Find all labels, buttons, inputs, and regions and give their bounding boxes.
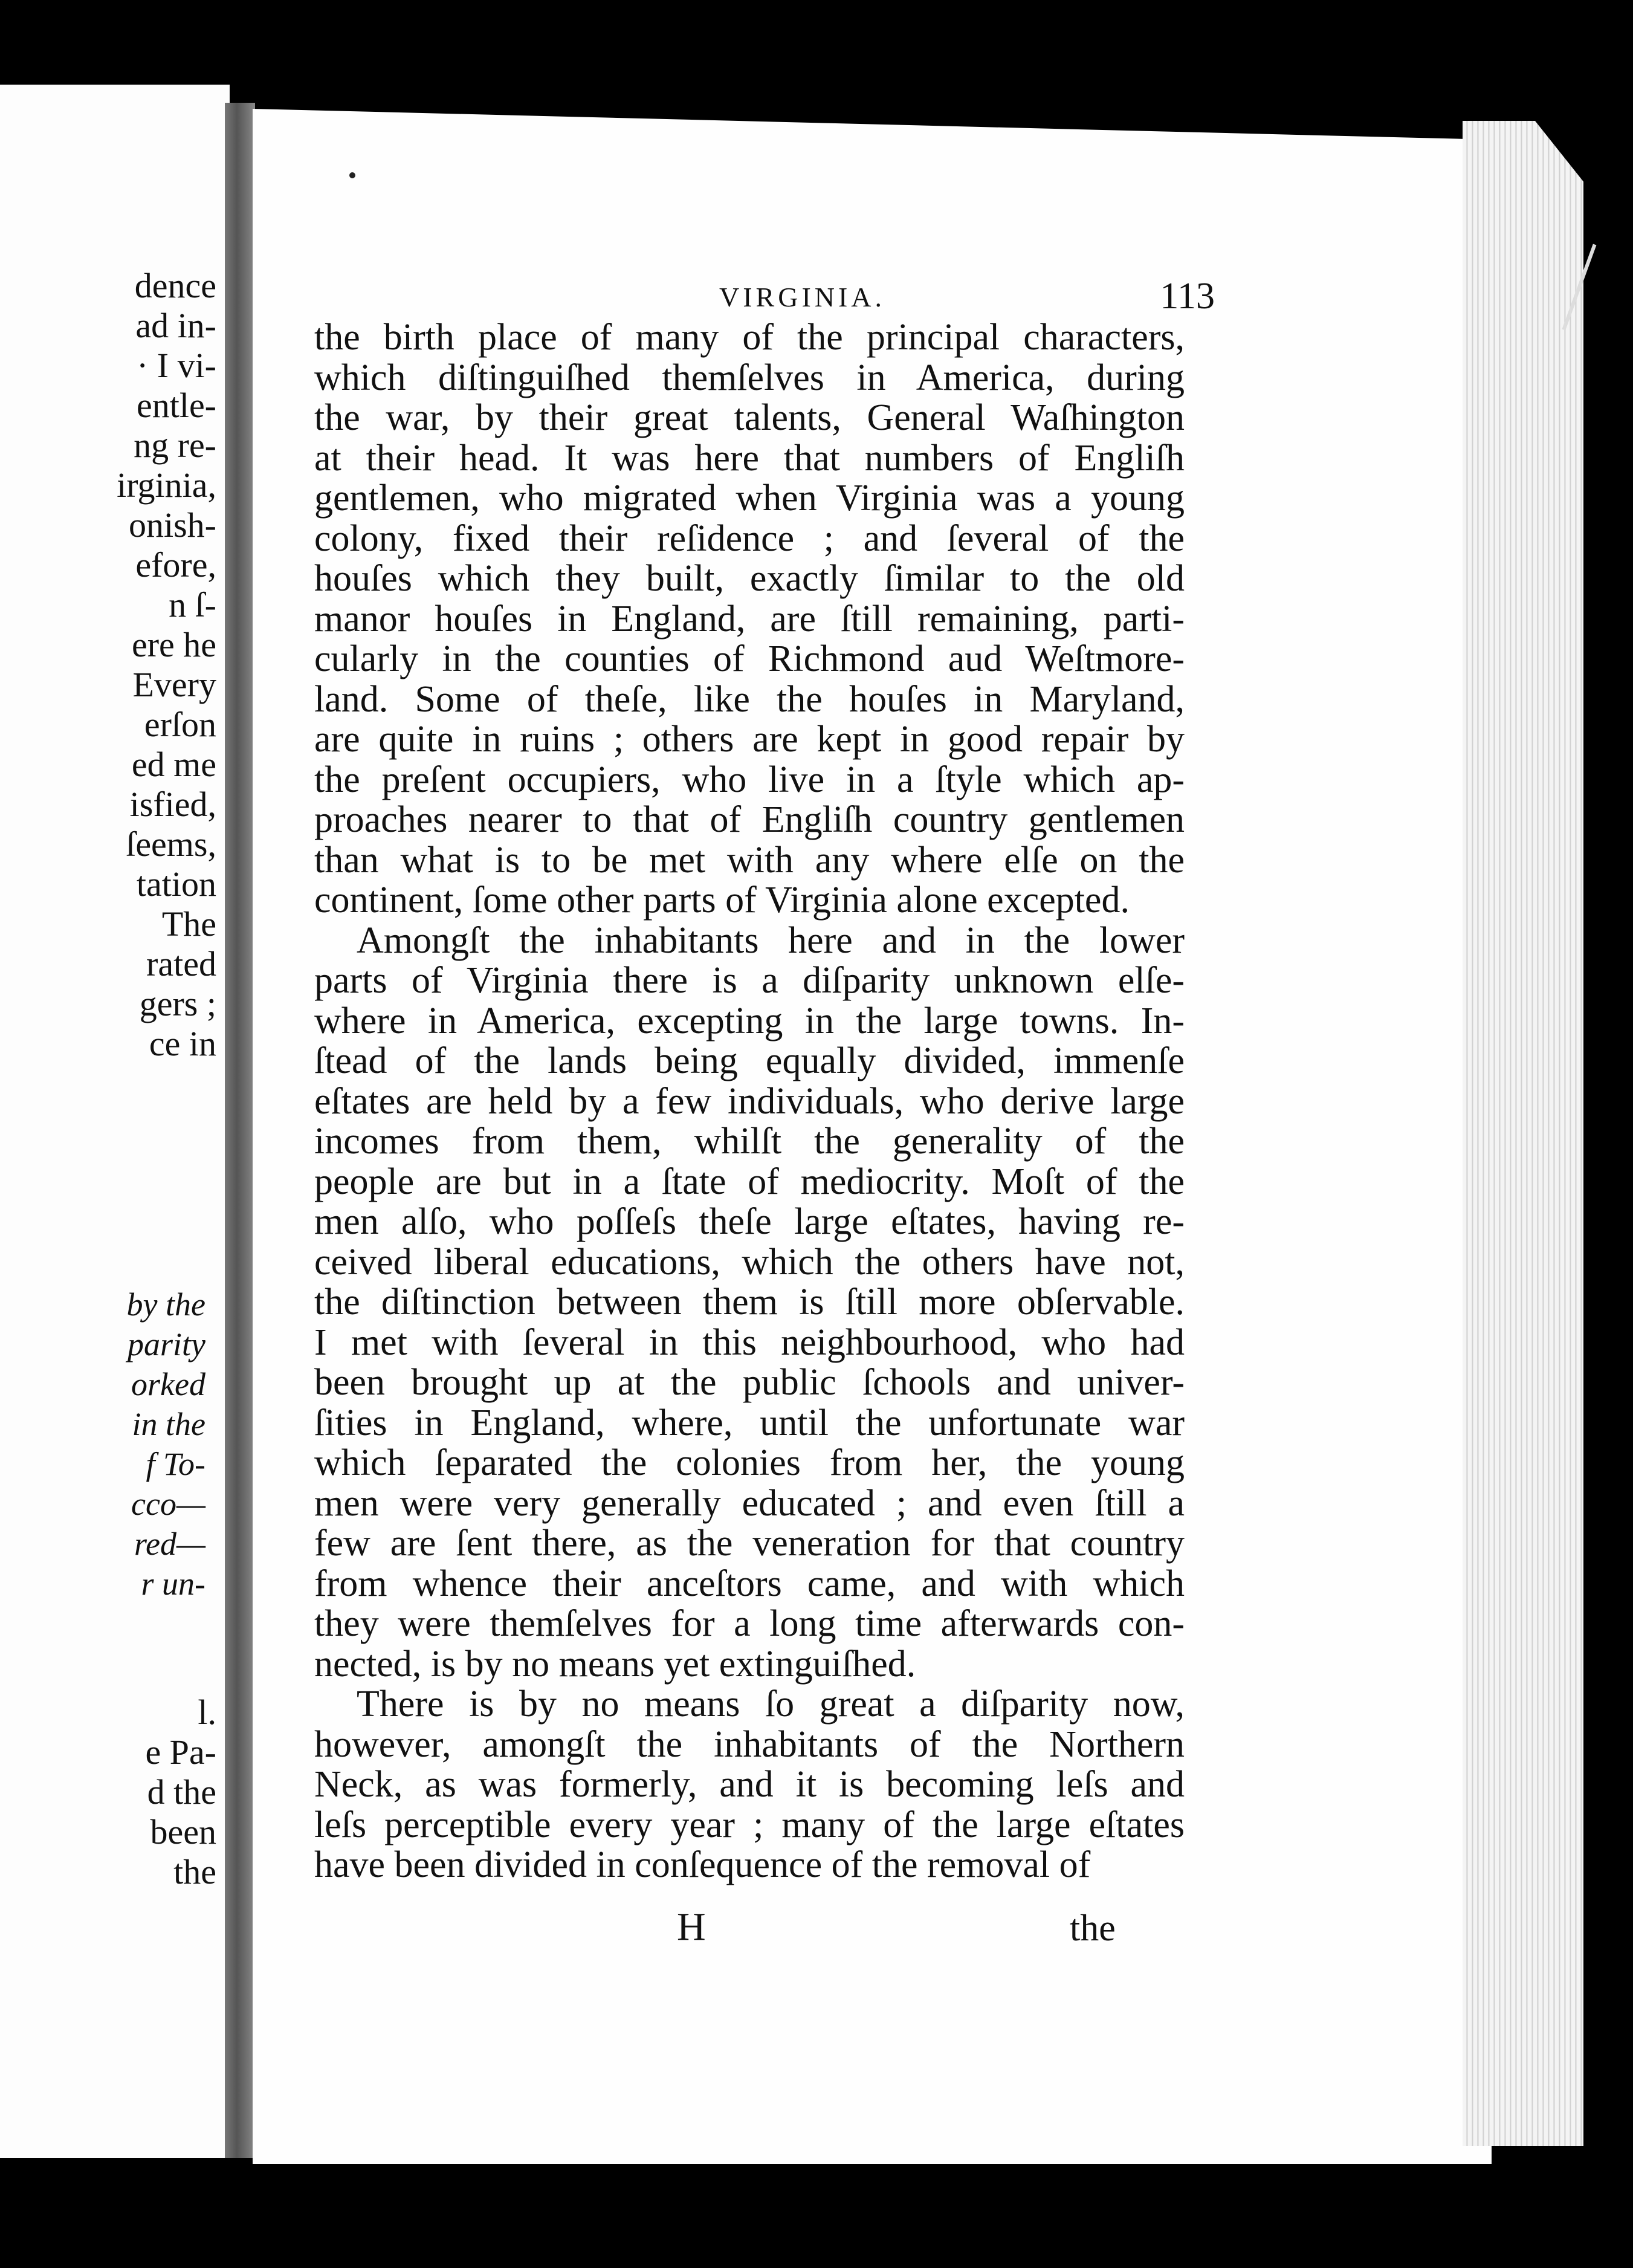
left-line: e Pa- bbox=[145, 1732, 216, 1772]
text-line: where in America, excepting in the large towns. In- bbox=[314, 1000, 1185, 1042]
left-line: been bbox=[150, 1812, 216, 1852]
text-line: Neck, as was formerly, and it is becoming leſs and bbox=[314, 1764, 1185, 1805]
left-line: irginia, bbox=[117, 465, 216, 505]
left-line: efore, bbox=[135, 545, 216, 585]
text-line: leſs perceptible every year ; many of the large eſtates bbox=[314, 1804, 1185, 1845]
text-line: incomes from them, whilſt the generality of the bbox=[314, 1121, 1185, 1162]
left-line: ng re- bbox=[134, 426, 216, 465]
text-line: the war, by their great talents, General Waſhington bbox=[314, 397, 1185, 438]
left-line: tation bbox=[136, 864, 216, 904]
text-line: parts of Virginia there is a diſparity unknown elſe- bbox=[314, 960, 1185, 1001]
left-page-footnote bbox=[127, 1285, 205, 1604]
left-line: entle- bbox=[136, 386, 216, 425]
left-line: ed me bbox=[131, 745, 216, 784]
text-line: they were themſelves for a long time afterwards con- bbox=[314, 1603, 1185, 1644]
text-line: colony, fixed their reſidence ; and ſeveral of the bbox=[314, 517, 1185, 559]
text-line: the diſtinction between them is ſtill more obſervable. bbox=[314, 1281, 1185, 1323]
text-line: which ſeparated the colonies from her, the young bbox=[314, 1442, 1185, 1483]
left-line: n ſ- bbox=[169, 585, 216, 624]
text-line: There is by no means ſo great a diſparity now, bbox=[357, 1683, 1185, 1725]
ink-dot bbox=[349, 172, 355, 178]
left-line: dence bbox=[134, 266, 216, 305]
text-line: proaches nearer to that of Engliſh country gentlemen bbox=[314, 799, 1185, 840]
left-line: The bbox=[161, 904, 216, 944]
page-number: 113 bbox=[1160, 276, 1215, 317]
book-gutter bbox=[225, 103, 255, 2158]
text-line: the birth place of many of the principal characters, bbox=[314, 317, 1185, 358]
left-line: ad in- bbox=[135, 306, 216, 345]
page-edges bbox=[1463, 121, 1583, 2146]
left-line: l. bbox=[198, 1693, 216, 1732]
left-line: ere he bbox=[131, 625, 216, 664]
left-line: ſeems, bbox=[126, 825, 216, 864]
text-line: at their head. It was here that numbers of Engliſh bbox=[314, 437, 1185, 479]
left-line: Every bbox=[132, 665, 216, 704]
left-facing-page bbox=[0, 85, 230, 2158]
left-note-line: red— bbox=[134, 1526, 205, 1562]
text-line: which diſtinguiſhed themſelves in America, during bbox=[314, 357, 1185, 398]
left-line: onish- bbox=[129, 505, 216, 545]
left-note-line: parity bbox=[128, 1326, 205, 1362]
text-line: few are ſent there, as the veneration for that country bbox=[314, 1523, 1185, 1564]
text-line: ſtead of the lands being equally divided, immenſe bbox=[314, 1040, 1185, 1081]
text-line: houſes which they built, exactly ſimilar to the old bbox=[314, 558, 1185, 599]
text-line: have been divided in conſequence of the removal of bbox=[314, 1844, 1091, 1885]
left-line: erſon bbox=[144, 705, 216, 744]
left-note-line: f To- bbox=[146, 1446, 205, 1482]
left-page-text-top bbox=[117, 266, 216, 1064]
left-note-line: by the bbox=[126, 1286, 205, 1323]
text-line: than what is to be met with any where elſe on the bbox=[314, 839, 1185, 881]
left-line: rated bbox=[146, 944, 216, 983]
left-line: isfied, bbox=[129, 785, 216, 824]
text-line: ſities in England, where, until the unfortunate war bbox=[314, 1402, 1185, 1443]
text-line: Amongſt the inhabitants here and in the lower bbox=[357, 919, 1185, 961]
text-line: however, amongſt the inhabitants of the Northern bbox=[314, 1723, 1185, 1765]
text-line: been brought up at the public ſchools and univer- bbox=[314, 1362, 1185, 1403]
catchword: the bbox=[1070, 1908, 1116, 1949]
text-line: men were very generally educated ; and even ſtill a bbox=[314, 1482, 1185, 1524]
left-page-text-bottom bbox=[145, 1693, 216, 1892]
text-line: ceived liberal educations, which the others have not, bbox=[314, 1241, 1185, 1283]
text-line: are quite in ruins ; others are kept in good repair by bbox=[314, 719, 1185, 760]
left-note-line: r un- bbox=[141, 1566, 205, 1602]
left-line: the bbox=[173, 1852, 216, 1891]
left-note-line: orked bbox=[131, 1366, 205, 1402]
body-text bbox=[314, 317, 1185, 1885]
text-line: men alſo, who poſſeſs theſe large eſtates, having re- bbox=[314, 1201, 1185, 1242]
text-line: cularly in the counties of Richmond aud Weſtmore- bbox=[314, 638, 1185, 679]
text-line: continent, ſome other parts of Virginia alone excepted. bbox=[314, 880, 1130, 921]
left-line: ce in bbox=[149, 1024, 216, 1063]
running-head: VIRGINIA. bbox=[719, 282, 886, 313]
page-header bbox=[719, 275, 1215, 323]
left-line: gers ; bbox=[139, 984, 216, 1023]
signature-mark: H bbox=[677, 1905, 706, 1949]
text-line: manor houſes in England, are ſtill remaining, parti- bbox=[314, 598, 1185, 640]
text-line: gentlemen, who migrated when Virginia was a young bbox=[314, 478, 1185, 519]
text-line: the preſent occupiers, who live in a ſtyle which ap- bbox=[314, 759, 1185, 800]
text-line: from whence their anceſtors came, and with which bbox=[314, 1563, 1185, 1604]
left-line: · I vi- bbox=[136, 346, 216, 385]
text-line: I met with ſeveral in this neighbourhood, who had bbox=[314, 1321, 1185, 1363]
text-line: land. Some of theſe, like the houſes in Maryland, bbox=[314, 678, 1185, 720]
left-note-line: cco— bbox=[131, 1486, 205, 1522]
left-line: d the bbox=[147, 1772, 216, 1812]
left-note-line: in the bbox=[132, 1406, 205, 1442]
text-line: eſtates are held by a few individuals, who derive large bbox=[314, 1080, 1185, 1122]
text-line: people are but in a ſtate of mediocrity. Moſt of the bbox=[314, 1161, 1185, 1202]
text-line: nected, is by no means yet extinguiſhed. bbox=[314, 1643, 916, 1685]
